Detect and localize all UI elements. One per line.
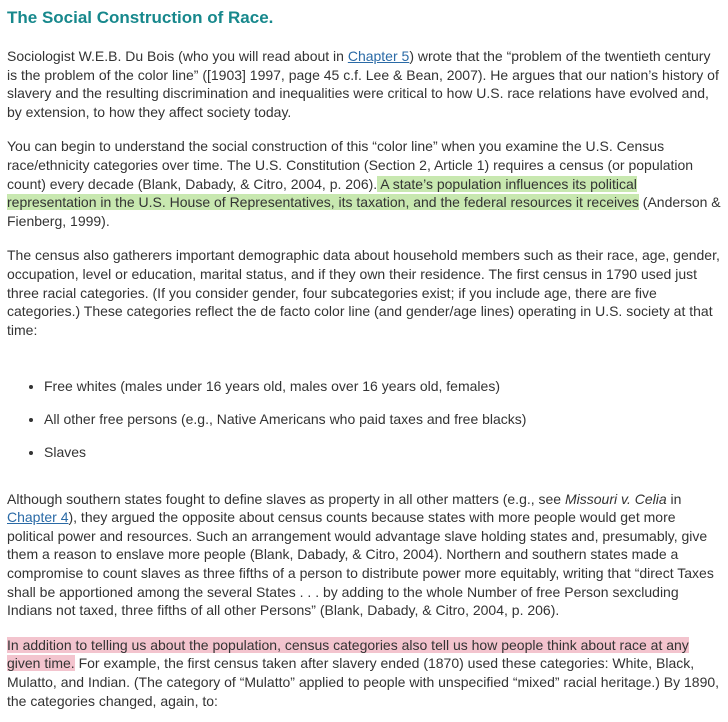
- paragraph-text: in: [666, 490, 682, 507]
- census-category-list: [7, 355, 722, 461]
- paragraph-census-data: The census also gatherers important demographic data about household members such as their race, age, gender, occupation, level or education, marital status, and if they own their residence. The first census in 1790 used just three racial categories. (If you consider gender, four subcategories exist; if you include age, there are five categories.) These categories reflect the de facto color line (and gender/age lines) operating in U.S. society at that time:: [7, 247, 720, 338]
- list-item: • All other free persons (e.g., Native Americans who paid taxes and free blacks): [44, 410, 722, 429]
- paragraph-text: Sociologist W.E.B. Du Bois (who you will read about in: [7, 48, 348, 64]
- paragraph-three-fifths: [7, 490, 722, 620]
- green-highlight[interactable]: A state’s population influences its political representation in the U.S. House of Representatives, its taxation, and the federal resources it receives: [7, 175, 639, 211]
- section-heading: The Social Construction of Race.: [7, 8, 274, 27]
- paragraph-text: You can begin to understand the social construction of this “color line” when you examine the U.S. Census race/ethnicity categories over time. The U.S. Constitution (Section 2, Article 1) requires a census (or population count) every decade (Blank, Dabady, & Citro, 2004, p. 206).: [7, 138, 694, 192]
- paragraph-color-line: [7, 137, 722, 230]
- paragraph-text: ), they argued the opposite about census counts because states with more people would get more political power and resources. Such an arrangement would advantage slave holding states and, presumably, give them a reason to enslave more people (Blank, Dabady, & Citro, 2004). Northern and southern states made a compromise to count slaves as three fifths of a person to distribute power more equitably, writing that “direct Taxes shall be apportioned among the several States . . . by adding to the whole Number of free Person sexcluding Indians not taxed, three fifths of all other Persons” (Blank, Dabady, & Citro, 2004, p. 206).: [7, 509, 714, 619]
- paragraph-text: (Anderson & Fienberg, 1999).: [7, 194, 721, 229]
- chapter-4-link[interactable]: Chapter 4: [7, 509, 69, 526]
- case-name: Missouri v. Celia: [564, 490, 667, 507]
- paragraph-text: ) wrote that the “problem of the twentieth century is the problem of the color line” ([1903] 1997, page 45 c.f. Lee & Bean, 2007). He argues that our nation’s history of slavery and the resulting discrimination and inequalities were critical to how U.S. race relations have evolved and, by extension, to how they affect society today.: [7, 48, 719, 120]
- paragraph-text: Although southern states fought to define slaves as property in all other matters (e.g., see: [7, 490, 565, 507]
- list-item: • Slaves: [44, 443, 722, 462]
- pink-highlight[interactable]: In addition to telling us about the population, census categories also tell us how people think about race at any given time.: [7, 636, 689, 672]
- paragraph-du-bois: [7, 47, 722, 121]
- paragraph-categories-change: [7, 636, 722, 710]
- list-item: • Free whites (males under 16 years old, males over 16 years old, females): [44, 377, 722, 396]
- chapter-5-link[interactable]: Chapter 5: [347, 48, 410, 64]
- paragraph-text: For example, the first census taken after slavery ended (1870) used these categories: White, Black, Mulatto, and Indian. (The category of “Mulatto” applied to people with unspecified “mixed” racial heritage.) By 1890, the categories changed, again, to:: [7, 655, 720, 709]
